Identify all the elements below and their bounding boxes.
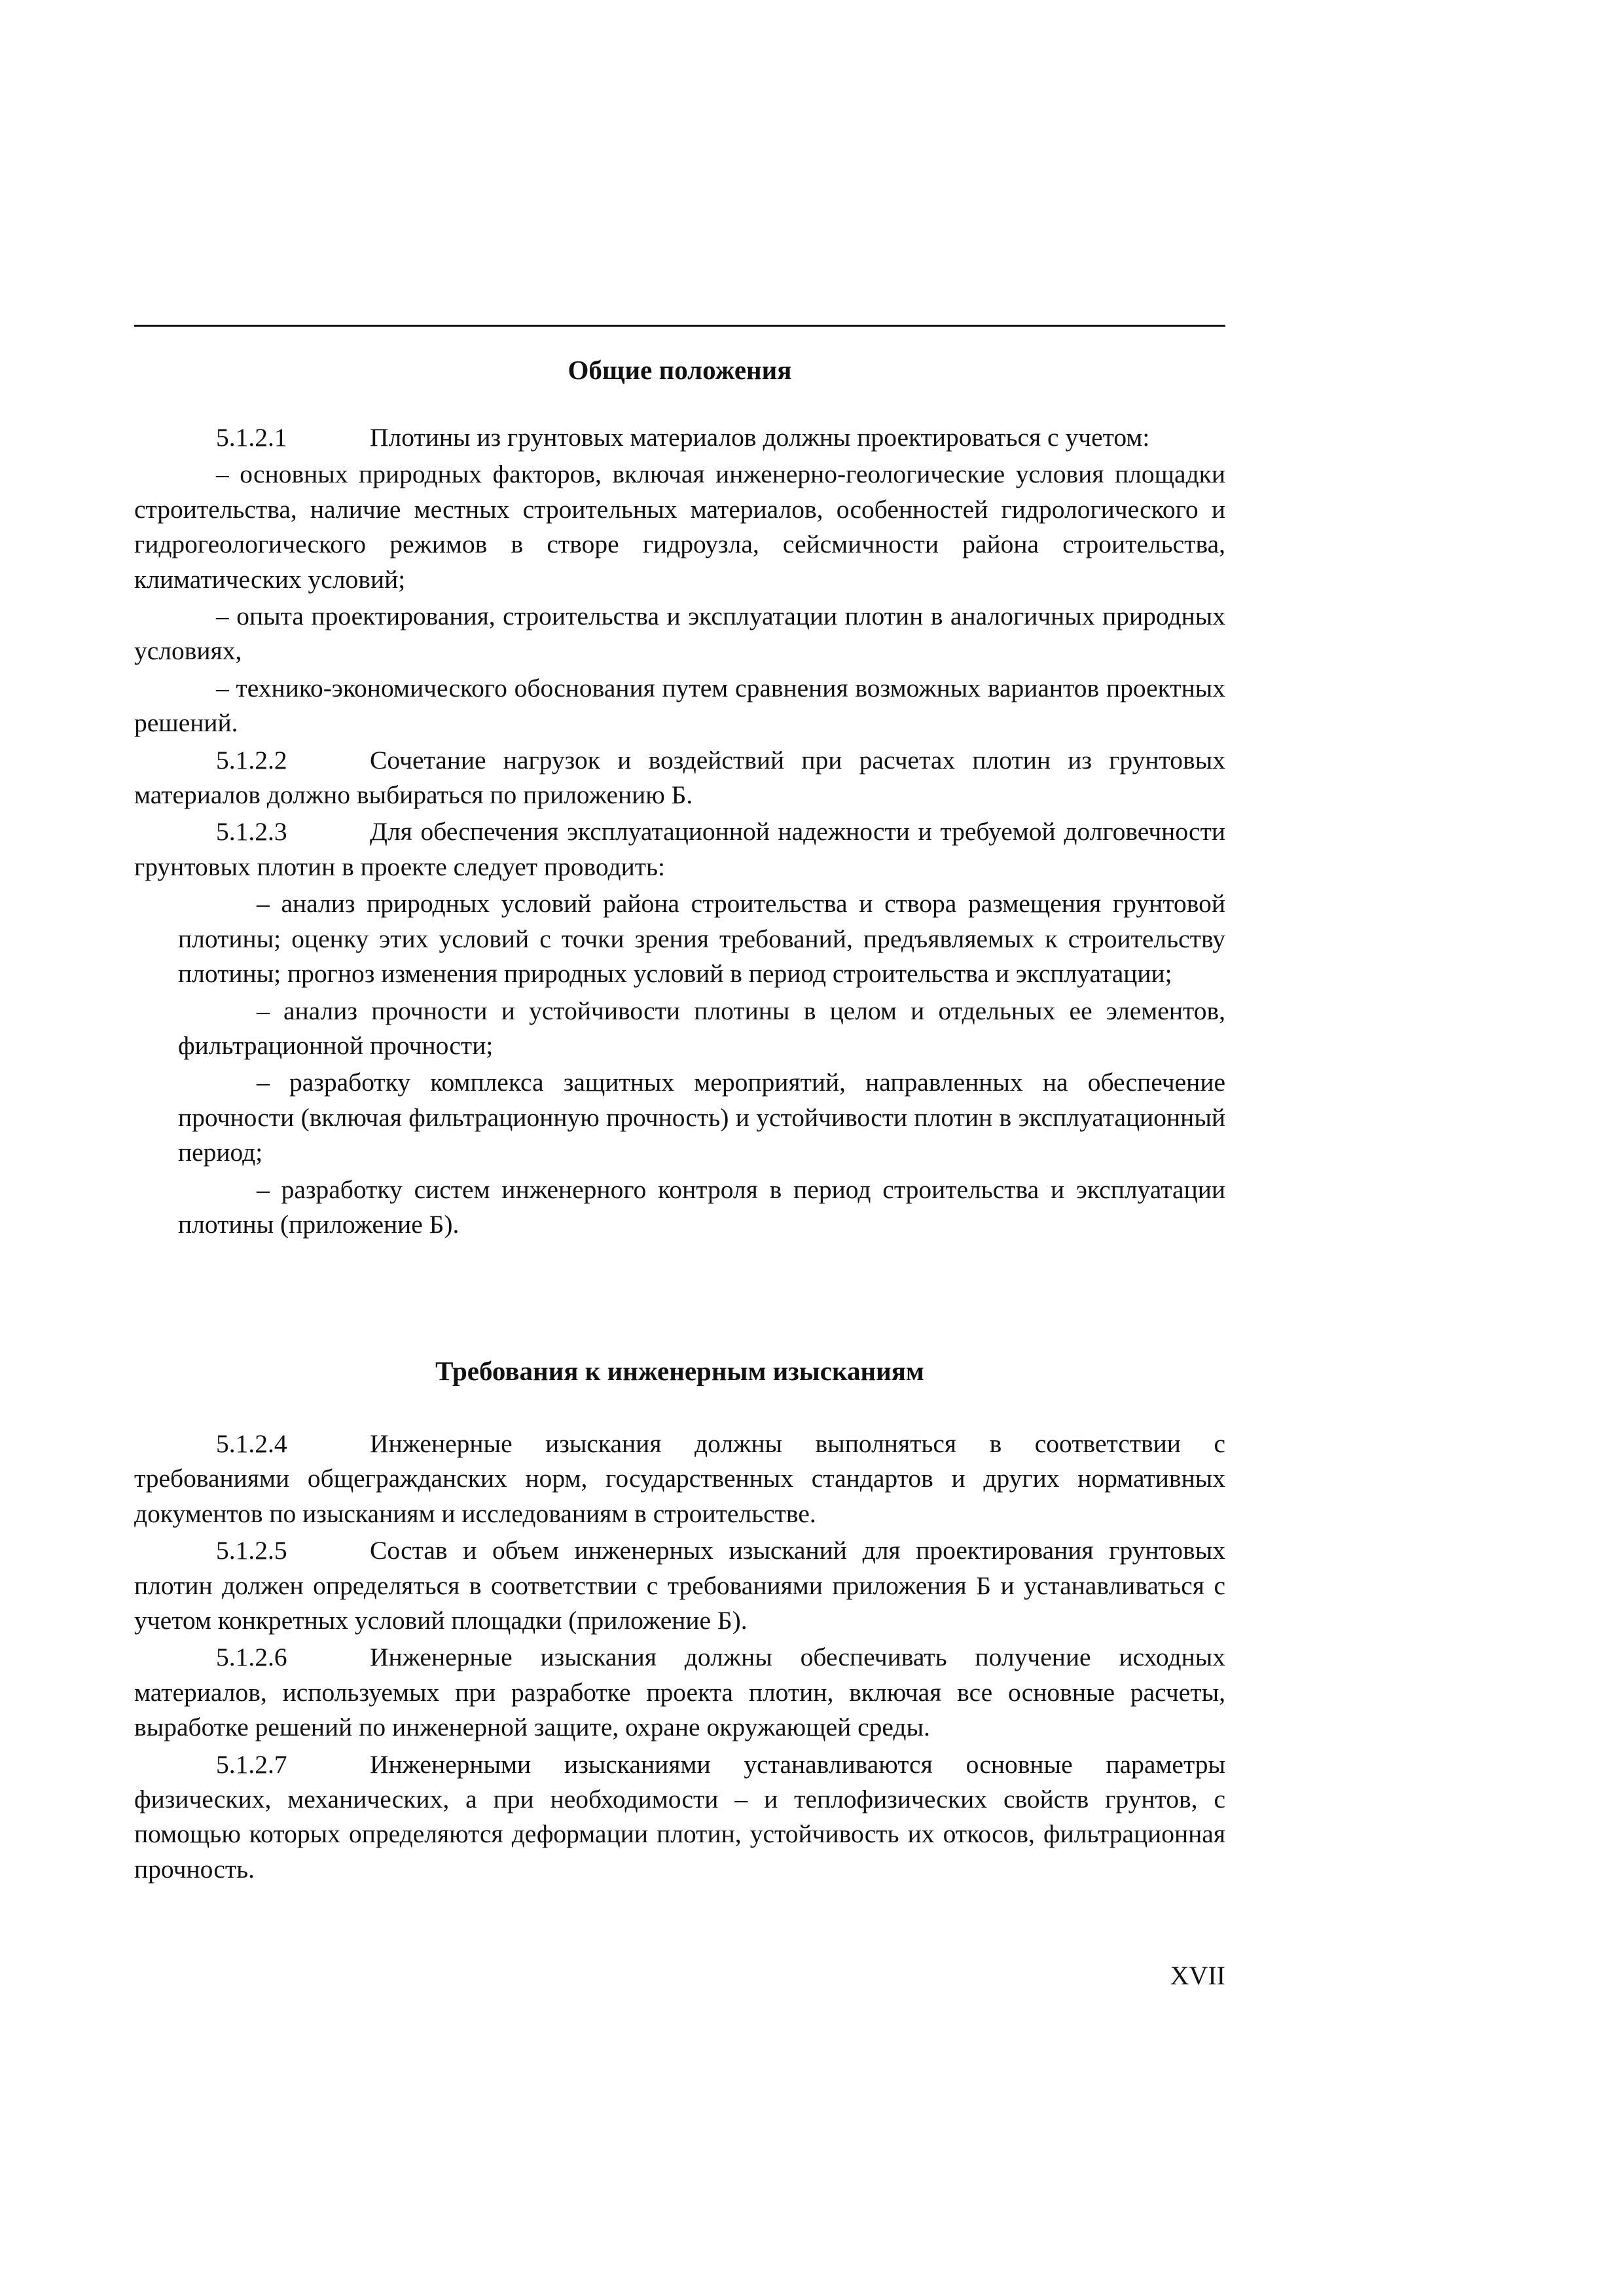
clause-5-1-2-2 (134, 743, 1225, 813)
section-heading-general: Общие положения (568, 355, 792, 385)
clause-5-1-2-7 (134, 1747, 1225, 1887)
clause-text: Состав и объем инженерных изысканий для проектирования грунтовых плотин должен определяться в соответствии с требованиями приложения Б и устанавливаться с учетом конкретных условий площадки (приложение Б). (134, 1536, 1225, 1635)
clause-number: 5.1.2.5 (216, 1536, 287, 1565)
list-item: – анализ прочности и устойчивости плотины в целом и отдельных ее элементов, фильтрационной прочности; (178, 996, 1225, 1060)
clause-text: Плотины из грунтовых материалов должны проектироваться с учетом: (370, 423, 1150, 452)
list-item: – технико-экономического обоснования путем сравнения возможных вариантов проектных решений. (134, 673, 1225, 738)
clause-5-1-2-5 (134, 1533, 1225, 1638)
clause-text: Инженерными изысканиями устанавливаются основные параметры физических, механических, а при необходимости – и теплофизических свойств грунтов, с помощью которых определяются деформации плотин, устойчивость их откосов, фильтрационная прочность. (134, 1749, 1225, 1884)
clause-text: Сочетание нагрузок и воздействий при расчетах плотин из грунтовых материалов должно выбираться по приложению Б. (134, 745, 1225, 810)
clause-5-1-2-6 (134, 1640, 1225, 1745)
page-number: XVII (1170, 1961, 1225, 1990)
clause-text: Инженерные изыскания должны выполняться в соответствии с требованиями общегражданских норм, государственных стандартов и других нормативных документов по изысканиям и исследованиям в строительстве. (134, 1429, 1225, 1528)
clause-text: Для обеспечения эксплуатационной надежности и требуемой долговечности грунтовых плотин в проекте следует проводить: (134, 817, 1225, 881)
list-item: – опыта проектирования, строительства и эксплуатации плотин в аналогичных природных условиях, (134, 602, 1225, 666)
clause-number: 5.1.2.6 (216, 1643, 287, 1672)
clause-text: Инженерные изыскания должны обеспечивать получение исходных материалов, используемых при разработке проекта плотин, включая все основные расчеты, выработке решений по инженерной защите, охране окружающей среды. (134, 1643, 1225, 1742)
list-item: – разработку систем инженерного контроля в период строительства и эксплуатации плотины (приложение Б). (178, 1175, 1225, 1239)
clause-number: 5.1.2.4 (216, 1429, 287, 1458)
list-item: – разработку комплекса защитных мероприятий, направленных на обеспечение прочности (включая фильтрационную прочность) и устойчивости плотин в эксплуатационный период; (178, 1068, 1225, 1167)
section-surveys-body (134, 1427, 1225, 1889)
clause-number: 5.1.2.3 (216, 817, 287, 847)
clause-5-1-2-3 (134, 814, 1225, 884)
clause-5-1-2-4 (134, 1427, 1225, 1531)
clause-5-1-2-1 (134, 420, 1225, 455)
clause-number: 5.1.2.1 (216, 423, 287, 452)
clause-number: 5.1.2.2 (216, 745, 287, 774)
list-item: – анализ природных условий района строительства и створа размещения грунтовой плотины; оценку этих условий с точки зрения требований, предъявляемых к строительству плотины; прогноз изменения природных условий в период строительства и эксплуатации; (178, 889, 1225, 989)
list-item: – основных природных факторов, включая инженерно-геологические условия площадки строительства, наличие местных строительных материалов, особенностей гидрологического и гидрогеологического режимов в створе гидроузла, сейсмичности района строительства, климатических условий; (134, 460, 1225, 594)
header-rule (134, 325, 1225, 327)
section-general-body (134, 420, 1225, 1244)
section-heading-surveys: Требования к инженерным изысканиям (435, 1356, 924, 1386)
clause-number: 5.1.2.7 (216, 1749, 287, 1779)
